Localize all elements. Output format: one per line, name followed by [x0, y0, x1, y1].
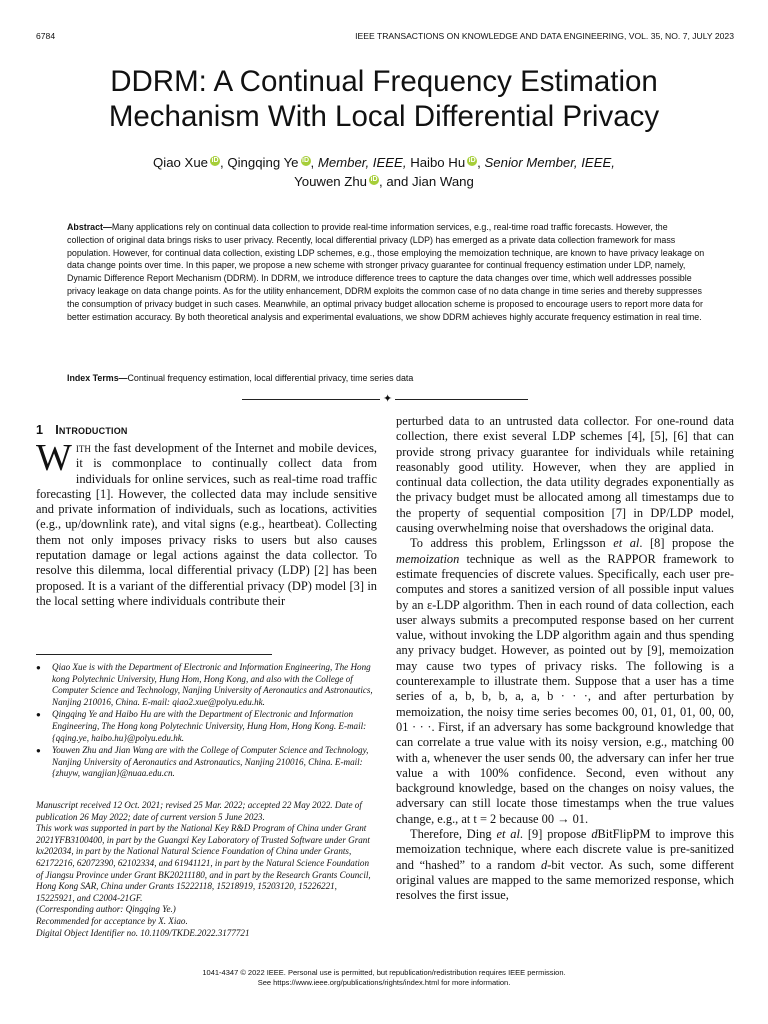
drop-cap: W	[36, 437, 72, 479]
text-run: To address this problem, Erlingsson	[410, 536, 614, 551]
lead-word: ith	[75, 441, 91, 455]
author-name: Youwen Zhu	[294, 174, 368, 189]
body-paragraph	[396, 827, 734, 903]
affiliation-text: Qingqing Ye and Haibo Hu are with the Department of Electronic and Information Engineering, The Hong kong Polytechnic University, Hung Hom, Hong Kong. E-mail: {qqing.ye, haibo.hu}@polyu.edu.hk.	[52, 709, 367, 743]
italic-run: d	[541, 857, 548, 872]
section-title: Introduction	[55, 423, 128, 437]
text-run: Therefore, Ding	[410, 827, 497, 842]
author-name: Qiao Xue	[153, 155, 209, 170]
funding-note: This work was supported in part by the National Key R&D Program of China under Grant 2021YFB3100400, in part by the Guangxi Key Laboratory of Trusted Software under Grant kx202034, in part by the National Natural Science Foundation of China under Grants, 62172216, 62072390, 62102334, and 61941121, in part by the Natural Science Foundation of Jiangsu Province under Grant BK20211180, and in part by the Research Grants Council, Hong Kong SAR, China under Grants 15222118, 15218919, 15203120, 15226221, 15225921, and C2004-21GF.	[36, 823, 371, 903]
author-role: Senior Member, IEEE,	[484, 155, 615, 170]
affiliation-text: Qiao Xue is with the Department of Electronic and Information Engineering, The Hong kong Polytechnic University, Hung Hom, Hong Kong, and also with the College of Computer Science and Technology, Nanjing University of Aeronautics and Astronautics, Nanjing 210016, China. E-mail: qiao2.xue@polyu.edu.hk.	[52, 662, 373, 707]
paragraph-text: the fast development of the Internet and mobile devices, it is commonplace to continually collect data from individuals for online services, such as real-time road traffic forecasting [1]. However, the collected data may include sensitive and private information of individuals, such as locations, activities (e.g., up/downlink rate), and vital signs (e.g., heartbeat). Collecting them not only imposes privacy risks to users but also causes reputation damage or legal actions against the data collector. To resolve this dilemma, local differential privacy (LDP) [2] has been proposed. It is a variant of the differential privacy (DP) model [3] in the local setting where individuals contribute their	[36, 441, 377, 608]
journal-header: IEEE TRANSACTIONS ON KNOWLEDGE AND DATA ENGINEERING, VOL. 35, NO. 7, JULY 2023	[355, 31, 734, 41]
index-terms-text: Continual frequency estimation, local differential privacy, time series data	[127, 373, 414, 383]
text-run: -bit vector. As such, some different original values are mapped to the same memorized response, which resolves the first issue,	[396, 857, 734, 903]
page-number: 6784	[36, 31, 56, 41]
abstract-label: Abstract—	[67, 222, 112, 232]
abstract-text: Many applications rely on continual data collection to provide real-time information services, e.g., real-time road traffic forecasts. However, the collection of original data brings risks to user privacy. Recently, local differential privacy (LDP) has emerged as a private data collection framework for mass population. However, for continual data collection, existing LDP schemes, e.g., those employing the memoization technique, are known to have privacy leakage on data change points over time. In this paper, we propose a new scheme with stronger privacy guarantee for continual frequency estimation under LDP, namely, Dynamic Difference Report Mechanism (DDRM). In DDRM, we introduce difference trees to capture the data changes over time, which well addresses possible privacy leakage on data change points. As for the utility enhancement, DDRM exploits the common case of no data change in time series and thereby suppresses the consumption of privacy budget in such cases. Meanwhile, an optimal privacy budget allocation scheme is proposed to encourage users to report more data for better estimation accuracy. By both theoretical analysis and experimental evaluations, we show DDRM achieves highly accurate frequency estimation in real time.	[67, 222, 705, 322]
orcid-icon[interactable]: iD	[302, 157, 309, 164]
orcid-icon[interactable]: iD	[370, 176, 378, 183]
author-name: Haibo Hu	[410, 155, 466, 170]
title-line-2: Mechanism With Local Differential Privacy	[108, 100, 660, 133]
author-role: Member, IEEE,	[317, 155, 407, 170]
abstract	[67, 221, 707, 323]
recommended-by: Recommended for acceptance by X. Xiao.	[36, 915, 188, 926]
title-line-1: DDRM: A Continual Frequency Estimation	[110, 65, 658, 98]
bullet-icon: ●	[36, 663, 41, 672]
section-number: 1	[36, 423, 44, 437]
footnote-rule	[36, 654, 272, 655]
intro-paragraph	[36, 437, 377, 609]
right-column	[396, 414, 734, 904]
affiliation-footnotes	[36, 662, 377, 781]
left-column	[36, 422, 377, 609]
rights-link[interactable]: See https://www.ieee.org/publications/rights/index.html for more information.	[257, 977, 511, 987]
body-paragraph	[396, 536, 734, 827]
author-name: Qingqing Ye	[227, 155, 299, 170]
index-terms-label: Index Terms—	[67, 373, 128, 383]
bullet-icon: ●	[36, 746, 41, 756]
italic-run: et al	[613, 536, 640, 551]
section-heading	[36, 422, 377, 438]
text-run: . [8] propose the	[639, 536, 734, 551]
italic-run: et al	[496, 827, 520, 842]
running-header	[36, 31, 734, 45]
copyright-footer	[0, 968, 768, 987]
text-run: . [9] propose	[519, 827, 592, 842]
corresponding-author: (Corresponding author: Qingqing Ye.)	[36, 904, 176, 915]
affiliation-item	[36, 662, 377, 708]
divider-ornament-icon: ✦	[380, 393, 395, 405]
text-run: BitFlipPM to improve this memoization technique, where each discrete value is pre-sanitized and “hashed” to a random	[396, 827, 734, 872]
text-run: technique as well as the RAPPOR framework to estimate frequencies of discrete values. Specifically, each user pre-computes and stores a sanitized version of all possible input values by an ε-LDP algorithm. Then in each round of data collection, each user always submits a precomputed response based on her current value, without invoking the LDP algorithm again and thus spending any privacy budget. However, as pointed out by [9], memoization may cause two types of privacy risks. The following is a counterexample to illustrate them. Suppose that a user has a time series of a, b, b, b, a, a, b · · ·, and after perturbation by memoization, the noisy time series becomes 00, 01, 01, 01, 00, 00, 01 · · ·. First, if an adversary has some background knowledge that can correlate a true value with its noisy version, e.g., matching 00 with a, whenever the user sends 00, the adversary can infer her true value a with 100% confidence. Second, even without any background knowledge, based on the changes on noisy values, the adversary can still locate those timestamps when the true values change, e.g., at t = 2 because 00 → 01.	[396, 551, 734, 826]
doi[interactable]: Digital Object Identifier no. 10.1109/TKDE.2022.3177721	[36, 927, 250, 938]
italic-run: memoization	[396, 551, 460, 566]
body-paragraph: perturbed data to an untrusted data collector. For one-round data collection, there exist several LDP schemes [4], [5], [6] that can provide strong privacy guarantee for individuals while retaining reasonably good utility. However, when they are applied in continual data collection, the data utility degrades exponentially as the privacy budget must be allocated among all timestamps due to the property of sequential composition [7] in DP/LDP model, causing overwhelming noise that overshadows the original data.	[396, 414, 734, 536]
manuscript-footnotes	[36, 800, 377, 939]
bullet-icon: ●	[36, 710, 41, 720]
orcid-icon[interactable]: iD	[211, 157, 219, 164]
index-terms	[67, 372, 707, 385]
author-list: Qiao Xue iD , Qingqing Ye iD , Member, IEEE, Haibo Hu iD , Senior Member, IEEE, Youwen Zhu iD , and Jian Wang	[153, 155, 615, 189]
copyright-line: 1041-4347 © 2022 IEEE. Personal use is permitted, but republication/redistribution requires IEEE permission.	[202, 968, 566, 977]
paper-title	[40, 64, 728, 134]
orcid-icon[interactable]: iD	[468, 157, 476, 164]
manuscript-dates: Manuscript received 12 Oct. 2021; revised 25 Mar. 2022; accepted 22 May 2022. Date of publication 26 May 2022; date of current version 5 June 2023.	[36, 800, 362, 822]
affiliation-text: Youwen Zhu and Jian Wang are with the College of Computer Science and Technology, Nanjing University of Aeronautics and Astronautics, Nanjing 210016, China. E-mail: {zhuyw, wangjian}@nuaa.edu.cn.	[52, 745, 369, 779]
affiliation-item	[36, 709, 377, 744]
affiliation-item	[36, 745, 377, 780]
author-name: , and Jian Wang	[379, 174, 474, 189]
italic-run: d	[591, 827, 598, 842]
